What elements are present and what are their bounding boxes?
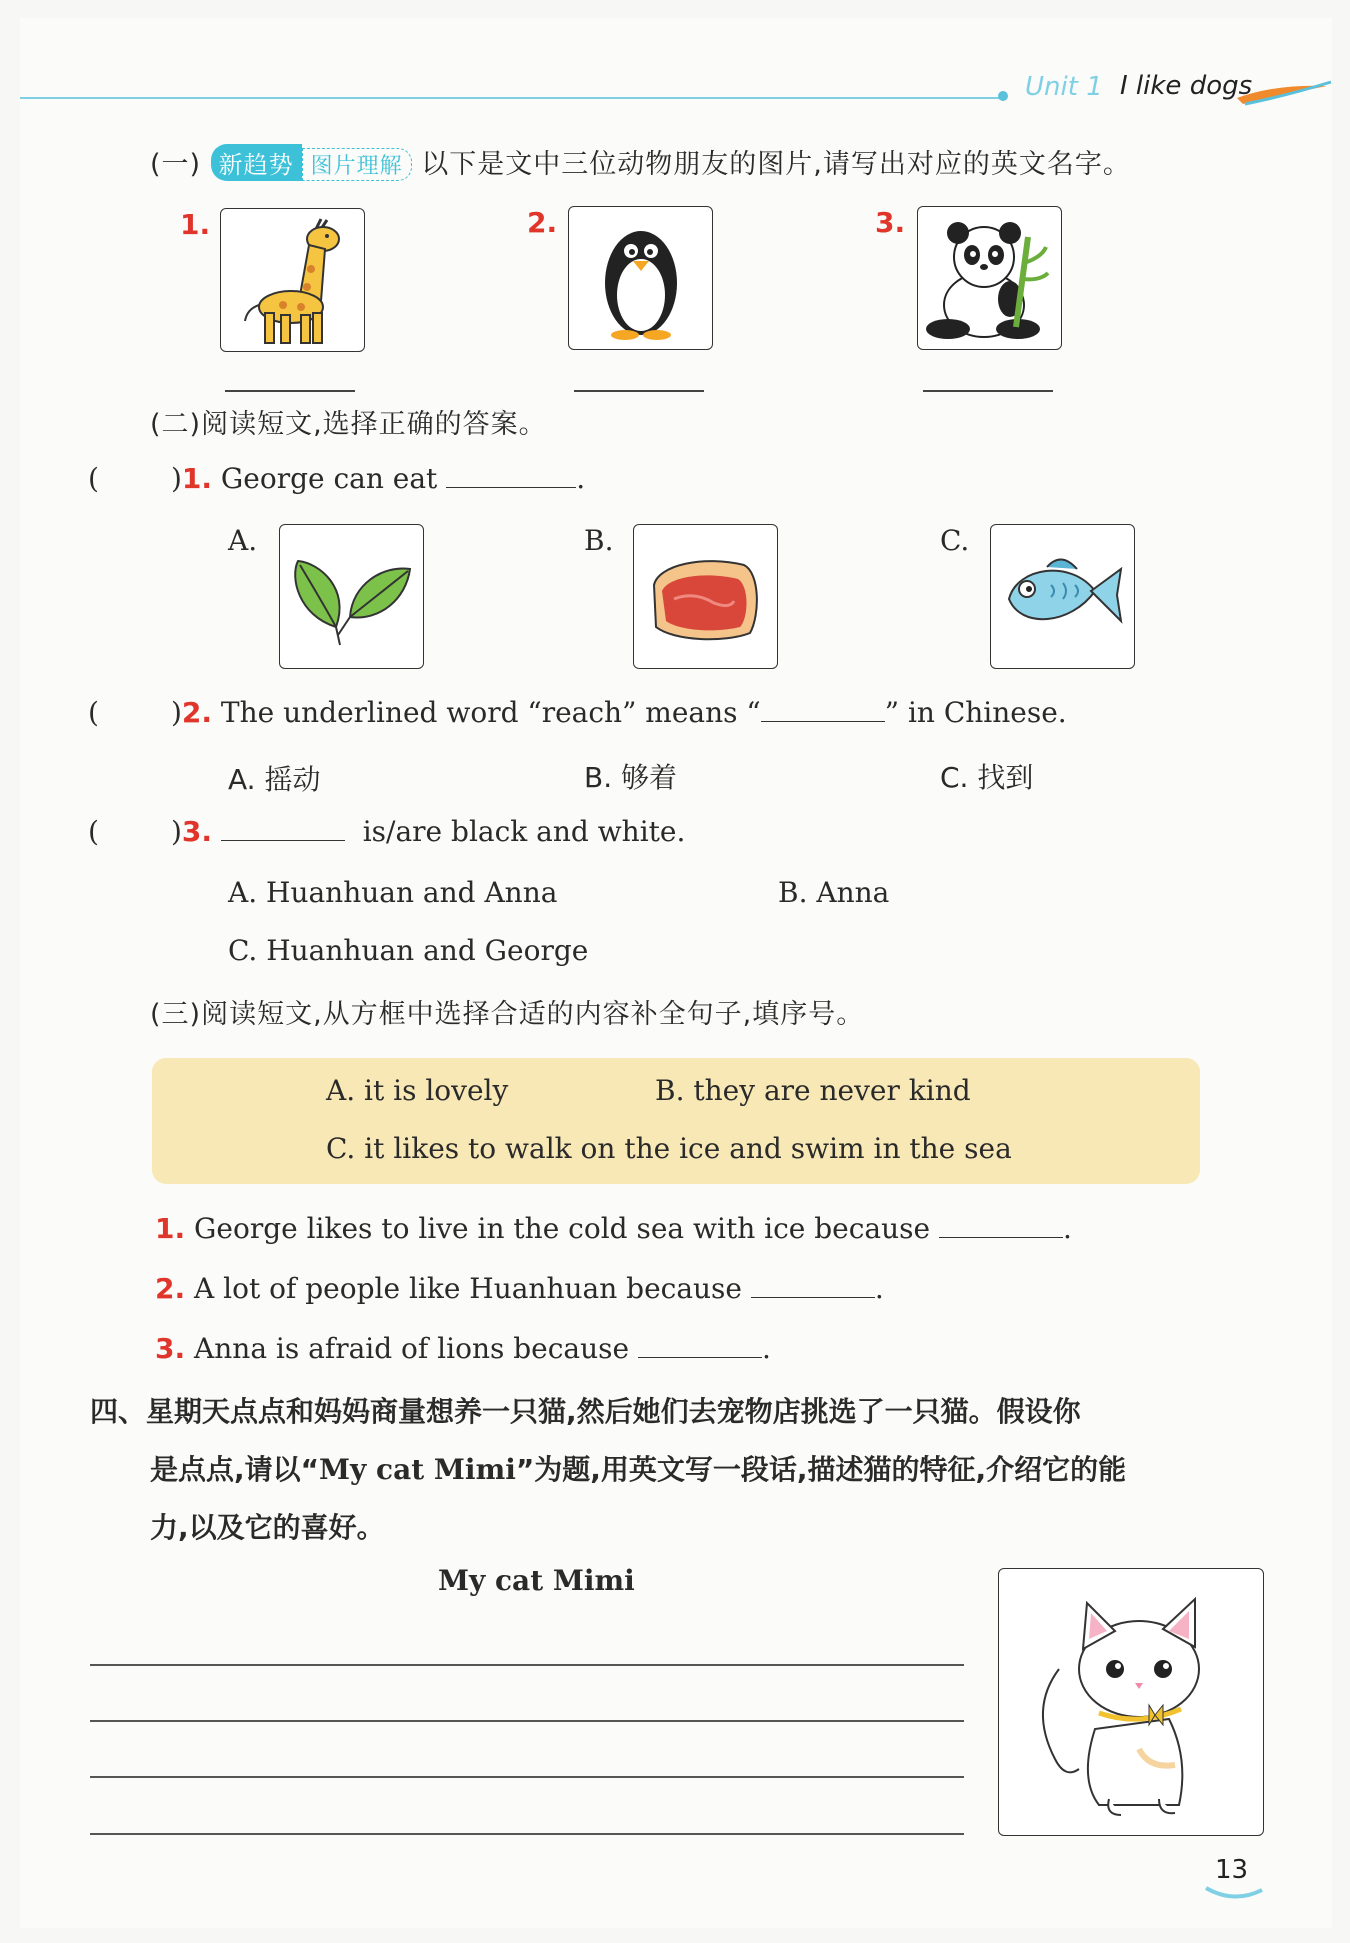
answer-blank[interactable] [751,1273,875,1298]
writing-line[interactable] [90,1833,964,1835]
answer-paren-close: ) [170,462,182,495]
box-option-c: C. it likes to walk on the ice and swim in the sea [326,1132,1012,1165]
answer-blank[interactable] [761,697,885,722]
question-text-end: ” in Chinese. [884,696,1067,729]
penguin-picture [568,206,713,350]
section4-line3: 力,以及它的喜好。 [150,1511,385,1544]
page-number-swoosh-icon [1204,1884,1264,1904]
sentence-3 [155,1332,771,1365]
answer-blank[interactable] [221,816,345,841]
answer-paren-close: ) [170,815,182,848]
writing-line[interactable] [90,1664,964,1666]
question-number: 3. [181,815,212,848]
answer-blank[interactable] [939,1213,1063,1238]
sentence-number: 3. [155,1332,186,1365]
question-text: George can eat [220,462,438,495]
answer-paren-open: ( [88,696,99,729]
item-number: 3. [875,206,906,239]
option-b: B. 够着 [584,761,678,794]
meat-icon [634,525,777,668]
answer-line[interactable] [923,390,1053,392]
answer-line[interactable] [574,390,704,392]
sentence-end: . [874,1272,884,1305]
sentence-end: . [762,1332,771,1365]
option-a: A. Huanhuan and Anna [228,876,558,909]
meat-picture [633,524,778,669]
answer-line[interactable] [225,390,355,392]
question-text: is/are black and white. [362,815,686,848]
fish-picture [990,524,1135,669]
question-1 [88,462,585,495]
item-number: 1. [180,208,211,241]
question-end: . [576,462,586,495]
question-number: 2. [181,696,212,729]
box-option-b: B. they are never kind [655,1074,971,1107]
option-label: A. [228,524,258,557]
question-text: The underlined word “reach” means “ [220,696,761,729]
section1-instruction: 以下是文中三位动物朋友的图片,请写出对应的英文名字。 [421,149,1131,180]
penguin-icon [569,207,712,349]
sentence-end: . [1063,1212,1072,1245]
option-label: B. [584,524,614,557]
sentence-2 [155,1272,884,1305]
sentence-text: Anna is afraid of lions because [194,1332,630,1365]
unit-label: Unit 1 [1025,72,1103,102]
section4-text: ”为题,用英文写一段话,描述猫的特征,介绍它的能 [515,1453,1127,1486]
answer-paren-open: ( [88,462,99,495]
section4-topic: My cat Mimi [319,1453,516,1486]
section3-title: (三)阅读短文,从方框中选择合适的内容补全句子,填序号。 [150,999,865,1030]
section4-text: 是点点,请以“ [150,1453,320,1486]
sentence-text: A lot of people like Huanhuan because [194,1272,742,1305]
leaves-picture [279,524,424,669]
writing-line[interactable] [90,1776,964,1778]
box-option-a: A. it is lovely [326,1074,509,1107]
giraffe-picture [220,208,365,352]
unit-title: I like dogs [1120,71,1253,101]
option-c: C. Huanhuan and George [228,934,589,967]
header-swoosh-icon [1235,80,1335,110]
cat-icon [999,1569,1263,1835]
answer-blank[interactable] [446,463,576,488]
sentence-number: 1. [155,1212,186,1245]
writing-line[interactable] [90,1720,964,1722]
section4-line2 [150,1448,1126,1488]
cat-picture [998,1568,1264,1836]
question-2 [88,696,1067,729]
essay-title: My cat Mimi [438,1564,635,1597]
option-b: B. Anna [778,876,890,909]
section4-line1: 四、星期天点点和妈妈商量想养一只猫,然后她们去宠物店挑选了一只猫。假设你 [90,1395,1081,1428]
item-number: 2. [527,206,558,239]
giraffe-icon [221,209,364,351]
section1-prefix: (一) [150,149,202,180]
option-c: C. 找到 [940,761,1034,794]
fish-icon [991,525,1134,668]
option-label: C. [940,524,970,557]
page-number: 13 [1215,1855,1249,1885]
sentence-number: 2. [155,1272,186,1305]
header-rule [20,97,1005,99]
header-dot [998,91,1008,101]
question-number: 1. [181,462,212,495]
leaves-icon [280,525,423,668]
trend-tag: 新趋势 [211,144,302,181]
option-a: A. 摇动 [228,763,321,796]
answer-blank[interactable] [638,1333,762,1358]
section1-title [150,142,1131,181]
answer-paren-open: ( [88,815,99,848]
panda-picture [917,206,1062,350]
panda-icon [918,207,1061,349]
sentence-1 [155,1212,1072,1245]
picture-tag: 图片理解 [302,148,412,181]
answer-paren-close: ) [170,696,182,729]
sentence-text: George likes to live in the cold sea with ice because [194,1212,931,1245]
section2-title: (二)阅读短文,选择正确的答案。 [150,409,547,440]
question-3 [88,815,685,848]
